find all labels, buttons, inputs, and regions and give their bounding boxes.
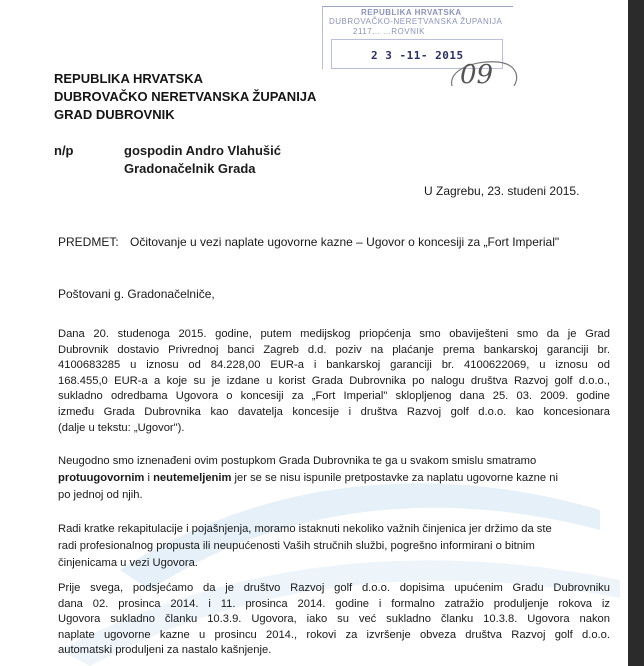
text-line: naplate ugovorne kazne u prosincu 2014., rokovi za izvršenje obveza društva Razvoj golf d.o.o. xyxy=(58,628,610,641)
paragraph-1 xyxy=(58,327,610,436)
handwritten-number: 09 xyxy=(460,60,494,90)
text-line: Prije svega, podsjećamo da je društvo Razvoj golf d.o.o. dopisima upućenim Gradu Dubrovniku xyxy=(58,582,610,594)
text-line: radi profesionalnog propusta ili neupućenosti Vaših stručnih službi, pogrešno informirani o bitnim xyxy=(58,540,535,552)
connector-text: i xyxy=(144,472,154,484)
text-line: dana 02. prosinca 2014. i 11. prosinca 2014. godine i formalno zatražio produljenje rokova iz xyxy=(58,597,610,610)
bold-term: protuugovornim xyxy=(58,472,145,484)
text-line: 168.455,0 EUR-a a koje su je izdane u korist Grada Dubrovnika po nalogu društva Razvoj golf d.o.o., xyxy=(58,374,610,387)
place-date: U Zagrebu, 23. studeni 2015. xyxy=(424,184,580,198)
text-line: (dalje u tekstu: „Ugovor"). xyxy=(58,421,185,434)
stamp-date: 2 3 -11- 2015 xyxy=(371,49,464,62)
recipient-title: Gradonačelnik Grada xyxy=(124,161,256,176)
subject-label: PREDMET: xyxy=(58,235,119,249)
subject-text: Očitovanje u vezi naplate ugovorne kazne – Ugovor o koncesiji za „Fort Imperial" xyxy=(130,235,560,249)
stamp-line-3: 2117... ...ROVNIK xyxy=(353,27,425,36)
attention-label: n/p xyxy=(54,143,74,158)
text-line: Dana 20. studenoga 2015. godine, putem medijskog priopćenja smo obaviješteni smo da je Grad xyxy=(58,328,610,340)
text-line: Radi kratke rekapitulacije i pojašnjenja, moramo istaknuti nekoliko važnih činjenica jer držimo da ste xyxy=(58,523,552,535)
address-line-1: REPUBLIKA HRVATSKA xyxy=(54,71,204,86)
address-line-3: GRAD DUBROVNIK xyxy=(54,107,175,122)
paragraph-3 xyxy=(58,521,610,572)
text-line: automatski produljeni za nastalo kašnjenje. xyxy=(58,644,272,657)
text-line xyxy=(58,470,610,487)
text-line: Neugodno smo iznenađeni ovim postupkom Grada Dubrovnika te ga u svakom smislu smatramo xyxy=(58,455,537,467)
scan-edge xyxy=(628,0,644,666)
recipient-name: gospodin Andro Vlahušić xyxy=(124,143,281,158)
stamp-line-1: REPUBLIKA HRVATSKA xyxy=(361,8,462,17)
text-fragment: jer se se nisu ispunile pretpostavke za naplatu ugovorne kazne ni xyxy=(231,472,558,484)
text-line: činjenicama u vezi Ugovora. xyxy=(58,557,198,569)
paragraph-2 xyxy=(58,453,610,504)
text-line: između Grada Dubrovnika kao davatelja koncesije i društva Razvoj golf d.o.o. kao koncesionara xyxy=(58,405,610,418)
text-line: Dubrovnik dostavio Privrednoj banci Zagreb d.d. poziv na plaćanje prema bankarskoj garanciji br. xyxy=(58,343,610,356)
text-line: 4100683285 u iznosu od 84.228,00 EUR-a i bankarskoj garanciji br. 4100622069, u iznosu od xyxy=(58,359,610,372)
stamp-line-2: DUBROVAČKO-NERETVANSKA ŽUPANIJA xyxy=(329,17,503,26)
text-line: sukladno odredbama Ugovora o koncesiji za „Fort Imperial" sklopljenog dana 25. 03. 2009. godine xyxy=(58,390,610,403)
text-line: po jednoj od njih. xyxy=(58,489,143,501)
text-line: Ugovora sukladno članku 10.3.9. Ugovora, iako su već sukladno članku 10.3.8. Ugovora nakon xyxy=(58,613,610,626)
address-line-2: DUBROVAČKO NERETVANSKA ŽUPANIJA xyxy=(54,89,317,104)
bold-term: neutemeljenim xyxy=(153,472,232,484)
salutation: Poštovani g. Gradonačelniče, xyxy=(58,287,215,301)
paragraph-4 xyxy=(58,581,610,659)
